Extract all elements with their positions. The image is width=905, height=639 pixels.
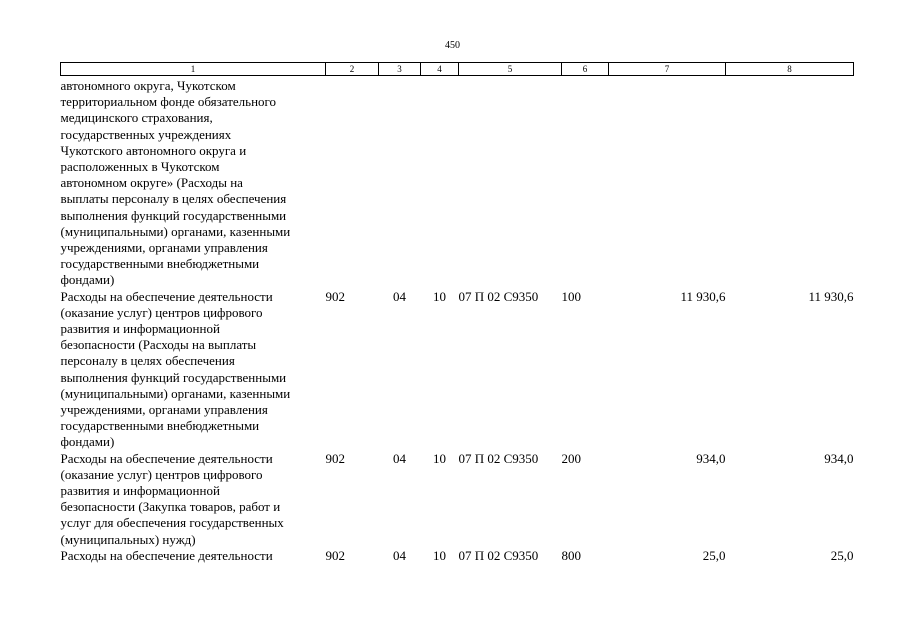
cell-c3: 04 bbox=[393, 288, 406, 304]
cell-c7 bbox=[609, 78, 726, 289]
col-header-4: 4 bbox=[421, 63, 459, 76]
description-line: выплаты персоналу в целях обеспечения bbox=[60, 191, 287, 207]
cell-c6: 800 bbox=[561, 547, 581, 563]
description-line: безопасности (Закупка товаров, работ и bbox=[60, 499, 281, 515]
col-header-5: 5 bbox=[459, 63, 562, 76]
col-header-1: 1 bbox=[61, 63, 326, 76]
description-line: учреждениями, органами управления bbox=[60, 240, 268, 256]
description-line: безопасности (Расходы на выплаты bbox=[60, 337, 257, 353]
cell-c6 bbox=[562, 78, 609, 289]
cell-c3: 04 bbox=[393, 450, 406, 466]
cell-c8 bbox=[726, 78, 854, 289]
description-line: автономного округа, Чукотском bbox=[60, 78, 236, 93]
cell-c5: 07 П 02 С9350 bbox=[458, 288, 539, 304]
table-row bbox=[61, 78, 854, 289]
budget-table bbox=[60, 62, 854, 564]
cell-c8: 25,0 bbox=[830, 547, 854, 563]
cell-c3 bbox=[379, 78, 421, 289]
description-line: (оказание услуг) центров цифрового bbox=[60, 466, 263, 482]
description-line: выполнения функций государственными bbox=[60, 207, 287, 223]
description-line: (муниципальных) нужд) bbox=[60, 531, 196, 547]
description-line: Расходы на обеспечение деятельности bbox=[60, 547, 273, 563]
description-line: фондами) bbox=[60, 434, 115, 450]
col-header-6: 6 bbox=[562, 63, 609, 76]
description-line: расположенных в Чукотском bbox=[60, 159, 220, 175]
cell-c5 bbox=[459, 78, 562, 289]
description-line: (муниципальными) органами, казенными bbox=[60, 385, 291, 401]
table-row bbox=[61, 451, 854, 548]
description-line: Расходы на обеспечение деятельности bbox=[60, 450, 273, 466]
cell-c5: 07 П 02 С9350 bbox=[458, 450, 539, 466]
description-line: развития и информационной bbox=[60, 321, 220, 337]
cell-c2: 902 bbox=[325, 288, 345, 304]
col-header-3: 3 bbox=[379, 63, 421, 76]
description-line: Чукотского автономного округа и bbox=[60, 142, 247, 158]
col-header-7: 7 bbox=[609, 63, 726, 76]
cell-c7: 11 930,6 bbox=[680, 288, 726, 304]
description-line: фондами) bbox=[60, 272, 115, 288]
cell-c2: 902 bbox=[325, 450, 345, 466]
cell-c2: 902 bbox=[325, 547, 345, 563]
cell-c4: 10 bbox=[433, 547, 446, 563]
cell-c4: 10 bbox=[433, 450, 446, 466]
description-line: учреждениями, органами управления bbox=[60, 402, 268, 418]
row-description bbox=[61, 78, 326, 289]
description-line: государственными внебюджетными bbox=[60, 418, 260, 434]
cell-c3: 04 bbox=[393, 547, 406, 563]
cell-c5: 07 П 02 С9350 bbox=[458, 547, 539, 563]
description-line: услуг для обеспечения государственных bbox=[60, 515, 284, 531]
row-description bbox=[61, 289, 326, 451]
cell-c6: 100 bbox=[561, 288, 581, 304]
description-line: развития и информационной bbox=[60, 483, 220, 499]
description-line: персоналу в целях обеспечения bbox=[60, 353, 235, 369]
description-line: выполнения функций государственными bbox=[60, 369, 287, 385]
description-line: (муниципальными) органами, казенными bbox=[60, 223, 291, 239]
header-row bbox=[61, 63, 854, 76]
table-body bbox=[61, 76, 854, 565]
cell-c7: 934,0 bbox=[696, 450, 726, 466]
description-line: (оказание услуг) центров цифрового bbox=[60, 304, 263, 320]
description-line: автономном округе» (Расходы на bbox=[60, 175, 243, 191]
row-description bbox=[61, 451, 326, 548]
cell-c6: 200 bbox=[561, 450, 581, 466]
row-description bbox=[61, 548, 326, 564]
table-row bbox=[61, 289, 854, 451]
table-row bbox=[61, 548, 854, 564]
cell-c7: 25,0 bbox=[702, 547, 726, 563]
description-line: государственных учреждениях bbox=[60, 126, 232, 142]
description-line: Расходы на обеспечение деятельности bbox=[60, 288, 273, 304]
cell-c4 bbox=[421, 78, 459, 289]
cell-c8: 934,0 bbox=[824, 450, 854, 466]
description-line: медицинского страхования, bbox=[60, 110, 213, 126]
description-line: государственными внебюджетными bbox=[60, 256, 260, 272]
page-number: 450 bbox=[445, 40, 460, 51]
cell-c2 bbox=[326, 78, 379, 289]
col-header-2: 2 bbox=[326, 63, 379, 76]
col-header-8: 8 bbox=[726, 63, 854, 76]
cell-c8: 11 930,6 bbox=[808, 288, 854, 304]
cell-c4: 10 bbox=[433, 288, 446, 304]
description-line: территориальном фонде обязательного bbox=[60, 94, 277, 110]
